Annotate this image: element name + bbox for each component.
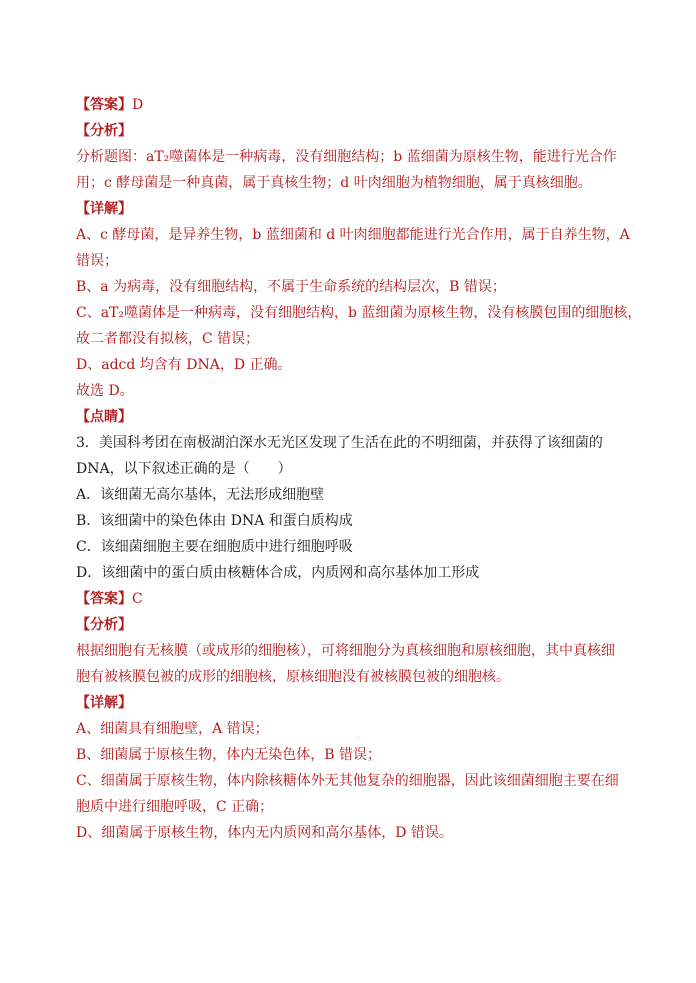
question-line: B．该细菌中的染色体由 DNA 和蛋白质构成 [76,513,353,529]
explanation-line: 错误； [76,253,118,269]
explanation-line: 胞有被核膜包被的成形的细胞核，原核细胞没有被核膜包被的细胞核。 [76,669,510,685]
question-line: A．该细菌无高尔基体，无法形成细胞壁 [76,487,325,503]
explanation-line: D、adcd 均含有 DNA，D 正确。 [76,357,292,373]
explanation-line: C、aT₂噬菌体是一种病毒，没有细胞结构，b 蓝细菌为原核生物，没有核膜包围的细胞核， [76,305,642,321]
answer-line [76,92,624,118]
question-line: D．该细菌中的蛋白质由核糖体合成，内质网和高尔基体加工形成 [76,565,480,581]
section-tag-label: 【分析】 [76,617,132,633]
section-tag-label: 【点睛】 [76,409,132,425]
question-line: C．该细菌细胞主要在细胞质中进行细胞呼吸 [76,539,353,555]
answer-value: D [132,97,144,113]
section-tag-label: 【详解】 [76,695,132,711]
explanation-line: D、细菌属于原核生物，体内无内质网和高尔基体，D 错误。 [76,825,453,841]
section-tag [76,196,624,222]
explanation-line: 用；c 酵母菌是一种真菌，属于真核生物；d 叶肉细胞为植物细胞，属于真核细胞。 [76,175,592,191]
answer-tag: 【答案】 [76,97,132,113]
question-line: DNA，以下叙述正确的是（ ） [76,461,292,477]
explanation-line: 故选 D。 [76,383,134,399]
section-tag-label: 【分析】 [76,123,132,139]
answer-line [76,586,624,612]
document-page [76,92,642,846]
explanation-line: 分析题图：aT₂噬菌体是一种病毒，没有细胞结构；b 蓝细菌为原核生物，能进行光合作 [76,149,617,165]
explanation-line: A、细菌具有细胞壁，A 错误； [76,721,269,737]
explanation-line: B、细菌属于原核生物，体内无染色体，B 错误； [76,747,382,763]
section-tag [76,118,624,144]
section-tag-label: 【详解】 [76,201,132,217]
section-tag [76,612,624,638]
section-tag [76,404,624,430]
answer-tag: 【答案】 [76,591,132,607]
explanation-line: 根据细胞有无核膜（或成形的细胞核），可将细胞分为真核细胞和原核细胞，其中真核细 [76,643,615,659]
explanation-line: C、细菌属于原核生物，体内除核糖体外无其他复杂的细胞器，因此该细菌细胞主要在细 [76,773,619,789]
question-line: 3．美国科考团在南极湖泊深水无光区发现了生活在此的不明细菌，并获得了该细菌的 [76,435,603,451]
explanation-line: A、c 酵母菌，是异养生物，b 蓝细菌和 d 叶肉细胞都能进行光合作用，属于自养生物，A [76,227,630,243]
answer-value: C [132,591,143,607]
section-tag [76,690,624,716]
explanation-line: B、a 为病毒，没有细胞结构，不属于生命系统的结构层次，B 错误； [76,279,506,295]
explanation-line: 胞质中进行细胞呼吸，C 正确； [76,799,274,815]
explanation-line: 故二者都没有拟核，C 错误； [76,331,260,347]
